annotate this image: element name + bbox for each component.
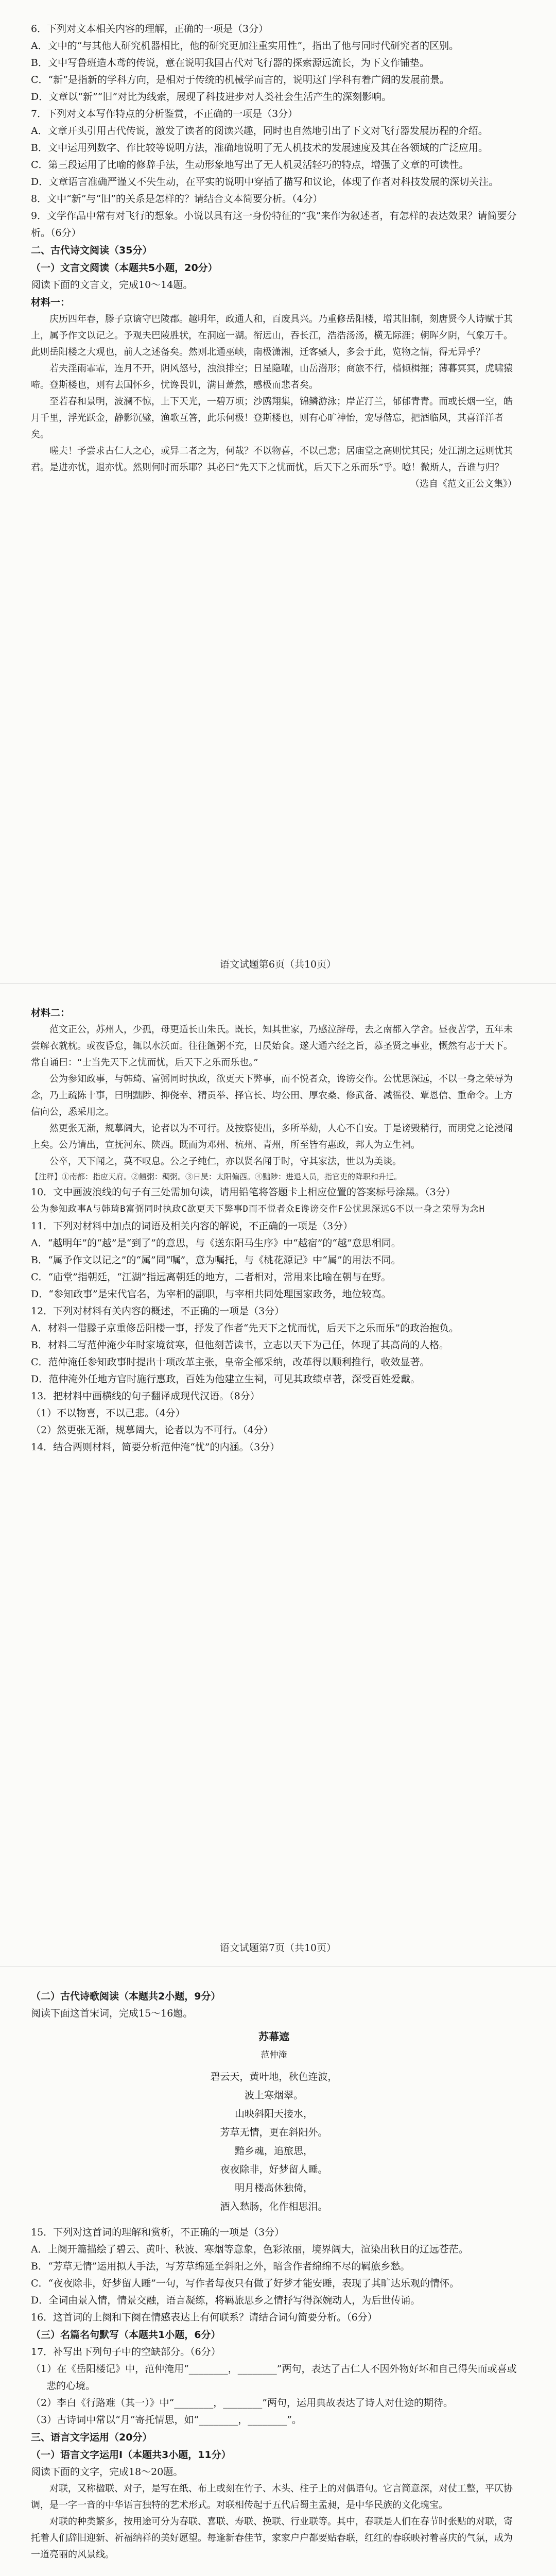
q15-option-b: B．“芳草无情”运用拟人手法，写芳草绵延至斜阳之外，暗含作者绵绵不尽的羁旅乡愁。 <box>31 2261 410 2272</box>
q10-punctuation-line: 公为参知政事A与韩琦B富弼同时执政C欲更天下弊事D而不悦者众E谗谤交作F公忧思深远G不以一身之荣辱为念H <box>31 1204 485 1214</box>
q6-option-c: C．“新”是指新的学科方向，是相对于传统的机械学而言的，说明这门学科有着广阔的发展前景。 <box>31 74 449 86</box>
passage-3-para-1: 对联，又称楹联、对子，是写在纸、布上或刻在竹子、木头、柱子上的对偶语句。它言简意深，对仗工整，平仄协调，是一字一音的中华语言独特的艺术形式。对联相传起于五代后蜀主孟昶，是中华民族的文化瑰宝。 <box>31 2483 513 2511</box>
page-footer: 语文试题第7页（共10页） <box>219 1942 337 1954</box>
q13-item-1: （1）不以物喜，不以己悲。（4分） <box>31 1408 185 1419</box>
passage-1-source: （选自《范文正公文集》） <box>410 479 517 489</box>
q13-item-2: （2）然更张无渐，规摹阔大，论者以为不可行。（4分） <box>31 1425 273 1436</box>
section-3a-intro: 阅读下面的文字，完成18～20题。 <box>31 2466 183 2478</box>
question-12: 12．下列对材料有关内容的概述，不正确的一项是（3分） <box>31 1306 285 1317</box>
question-6: 6．下列对文本相关内容的理解，正确的一项是（3分） <box>31 23 269 35</box>
material-2-label: 材料二： <box>31 1007 71 1019</box>
page-footer: 语文试题第6页（共10页） <box>219 959 337 970</box>
exam-page-6 <box>0 0 556 984</box>
q11-option-d: D．“参知政事”是宋代官名，为宰相的副职，与宰相共同处理国家政务，地位较高。 <box>31 1289 391 1300</box>
q11-option-b: B．“属予作文以记之”的“属”同“嘱”，意为嘱托，与《桃花源记》中“属”的用法不同。 <box>31 1255 401 1266</box>
q15-option-a: A．上阕开篇描绘了碧云、黄叶、秋波、寒烟等意象，色彩浓丽，境界阔大，渲染出秋日的辽远苍茫。 <box>31 2244 468 2255</box>
q12-option-c: C．范仲淹任参知政事时提出十项改革主张，皇帝全部采纳，改革得以顺利推行，收效显著。 <box>31 1357 430 1368</box>
passage-1-para-4: 嗟夫！予尝求古仁人之心，或异二者之为，何哉？不以物喜，不以己悲；居庙堂之高则忧其民；处江湖之远则忧其君。是进亦忧，退亦忧。然则何时而乐耶？其必曰“先天下之忧而忧，后天下之乐而乐”乎。噫！微斯人，吾谁与归？ <box>31 446 513 473</box>
section-2b-heading: （二）古代诗歌阅读（本题共2小题，9分） <box>31 1991 221 2002</box>
question-11: 11．下列对材料中加点的词语及相关内容的解说，不正确的一项是（3分） <box>31 1221 353 1232</box>
section-2-heading: 二、古代诗文阅读（35分） <box>31 245 152 256</box>
poem-title: 苏幕遮 <box>258 2030 289 2043</box>
material-1-label: 材料一： <box>31 297 71 308</box>
q17-item-3: （3）古诗词中常以“月”寄托情思，如“________，________”。 <box>31 2414 302 2426</box>
question-9: 9．文学作品中常有对飞行的想象。小说以具有这一身份特征的“我”来作为叙述者，有怎样的表达效果？请简要分析。（6分） <box>31 210 517 239</box>
poem-line-4: 芳草无情，更在斜阳外。 <box>220 2127 328 2138</box>
passage-1-para-2: 若夫淫雨霏霏，连月不开，阴风怒号，浊浪排空；日星隐曜，山岳潜形；商旅不行，樯倾楫摧；薄暮冥冥，虎啸猿啼。登斯楼也，则有去国怀乡，忧谗畏讥，满目萧然，感极而悲者矣。 <box>31 363 513 391</box>
q11-option-a: A．“越明年”的“越”是“到了”的意思，与《送东阳马生序》中“越宿”的“越”意思相同。 <box>31 1238 401 1249</box>
q15-option-c: C．“夜夜除非，好梦留人睡”一句，写作者每夜只有做了好梦才能安睡，表现了其旷达乐观的情怀。 <box>31 2278 459 2289</box>
question-15: 15．下列对这首词的理解和赏析，不正确的一项是（3分） <box>31 2227 285 2238</box>
poem-line-1: 碧云天，黄叶地，秋色连波， <box>210 2071 338 2082</box>
exam-page-7 <box>0 984 556 1967</box>
question-16: 16．这首词的上阕和下阕在情感表达上有何联系？请结合词句简要分析。（6分） <box>31 2312 377 2323</box>
q12-option-d: D．范仲淹外任地方官时施行惠政，百姓为他建立生祠，可见其政绩卓著，深受百姓爱戴。 <box>31 1374 421 1385</box>
q7-option-d: D．文章语言准确严谨又不失生动，在平实的说明中穿插了描写和议论，体现了作者对科技发展的深切关注。 <box>31 176 499 188</box>
passage-2-para-3: 然更张无渐，规摹阔大，论者以为不可行。及按察使出，多所举劾，人心不自安。于是谤毁稍行，而朋党之论浸闻上矣。公乃请出，宣抚河东、陕西。既而为邓州、杭州、青州，所至皆有惠政，邦人为立生祠。 <box>31 1123 513 1150</box>
q7-option-a: A．文章开头引用古代传说，激发了读者的阅读兴趣，同时也自然地引出了下文对飞行器发展历程的介绍。 <box>31 125 488 137</box>
passage-1-para-3: 至若春和景明，波澜不惊，上下天光，一碧万顷；沙鸥翔集，锦鳞游泳；岸芷汀兰，郁郁青青。而或长烟一空，皓月千里，浮光跃金，静影沉璧，渔歌互答，此乐何极！登斯楼也，则有心旷神怡，宠辱偕忘，把酒临风，其喜洋洋者矣。 <box>31 396 513 440</box>
question-7: 7．下列对文本写作特点的分析鉴赏，不正确的一项是（3分） <box>31 108 298 120</box>
passage-2-para-2: 公为参知政事，与韩琦、富弼同时执政，欲更天下弊事，而不悦者众，谗谤交作。公忧思深远，不以一身之荣辱为念，乃上疏陈十事，曰明黜陟、抑侥幸、精贡举、择官长、均公田、厚农桑、修武备、减徭役、覃恩信、重命令。上方信向公，悉采用之。 <box>31 1074 513 1117</box>
poem-line-2: 波上寒烟翠。 <box>244 2090 303 2101</box>
q11-option-c: C．“庙堂”指朝廷，“江湖”指远离朝廷的地方，二者相对，常用来比喻在朝与在野。 <box>31 1272 391 1283</box>
section-2b-intro: 阅读下面这首宋词，完成15～16题。 <box>31 2008 193 2019</box>
section-3a-heading: （一）语言文字运用Ⅰ（本题共3小题，11分） <box>31 2449 231 2461</box>
question-10: 10．文中画波浪线的句子有三处需加句读，请用铅笔将答题卡上相应位置的答案标号涂黑。（3分） <box>31 1187 456 1198</box>
passage-3-para-2: 对联的种类繁多，按用途可分为春联、喜联、寿联、挽联、行业联等。其中，春联是人们在春节时张贴的对联，寄托着人们辞旧迎新、祈福纳祥的美好愿望。每逢新春佳节，家家户户都要贴春联，红红的春联映衬着喜庆的气氛，成为一道亮丽的风景线。 <box>31 2516 513 2560</box>
poem-line-5: 黯乡魂，追旅思， <box>234 2145 313 2157</box>
section-2a-heading: （一）文言文阅读（本题共5小题，20分） <box>31 262 218 274</box>
q6-option-d: D．文章以“新”“旧”对比为线索，展现了科技进步对人类社会生活产生的深刻影响。 <box>31 91 392 103</box>
q6-option-b: B．文中写鲁班造木鸢的传说，意在说明我国古代对飞行器的探索源远流长，为下文作铺垫。 <box>31 57 429 69</box>
poem-line-7: 明月楼高休独倚， <box>234 2182 313 2194</box>
passage-1-para-1: 庆历四年春，滕子京谪守巴陵郡。越明年，政通人和，百废具兴。乃重修岳阳楼，增其旧制，刻唐贤今人诗赋于其上，属予作文以记之。予观夫巴陵胜状，在洞庭一湖。衔远山，吞长江，浩浩汤汤，横无际涯；朝晖夕阴，气象万千。此则岳阳楼之大观也，前人之述备矣。然则北通巫峡，南极潇湘，迁客骚人，多会于此，览物之情，得无异乎？ <box>31 314 513 358</box>
poem-line-6: 夜夜除非，好梦留人睡。 <box>220 2164 328 2175</box>
q12-option-a: A．材料一借滕子京重修岳阳楼一事，抒发了作者“先天下之忧而忧，后天下之乐而乐”的政治抱负。 <box>31 1323 459 1334</box>
poem-block <box>31 2027 517 2216</box>
section-2c-heading: （三）名篇名句默写（本题共1小题，6分） <box>31 2329 221 2341</box>
passage-2-para-4: 公卒，天下闻之，莫不叹息。公之子纯仁，亦以贤名闻于时，守其家法，世以为美谈。 <box>49 1156 402 1167</box>
annotation-note: 【注释】①南都：指应天府。②饘粥：稠粥。③日昃：太阳偏西。④黜陟：进退人员，指官吏的降职和升迁。 <box>31 1172 402 1181</box>
question-8: 8．文中“新”与“旧”的关系是怎样的？请结合文本简要分析。（4分） <box>31 193 323 205</box>
passage-2-para-1: 范文正公，苏州人，少孤，母更适长山朱氏。既长，知其世家，乃感泣辞母，去之南都入学舍。昼夜苦学，五年未尝解衣就枕。或夜昏怠，辄以水沃面。往往饘粥不充，日昃始食。遂大通六经之旨，慕圣贤之事业，慨然有志于天下。常自诵曰：“士当先天下之忧而忧，后天下之乐而乐也。” <box>31 1024 513 1068</box>
exam-page-8 <box>0 1967 556 2576</box>
poem-line-8: 酒入愁肠，化作相思泪。 <box>220 2201 328 2212</box>
poem-author: 范仲淹 <box>260 2050 287 2060</box>
section-2a-intro: 阅读下面的文言文，完成10～14题。 <box>31 279 193 291</box>
q12-option-b: B．材料二写范仲淹少年时家境贫寒，但他刻苦读书，立志以天下为己任，体现了其高尚的人格。 <box>31 1340 449 1351</box>
q7-option-c: C．第三段运用了比喻的修辞手法，生动形象地写出了无人机灵活轻巧的特点，增强了文章的可读性。 <box>31 159 469 171</box>
question-13: 13．把材料中画横线的句子翻译成现代汉语。（8分） <box>31 1391 260 1402</box>
q17-item-2: （2）李白《行路难（其一）》中“________，________”两句，运用典故表达了诗人对仕途的期待。 <box>31 2397 454 2409</box>
q17-item-1: （1）在《岳阳楼记》中，范仲淹用“________，________”两句，表达了古仁人不因外物好坏和自己得失而或喜或悲的心境。 <box>31 2363 517 2392</box>
q7-option-b: B．文中运用列数字、作比较等说明方法，准确地说明了无人机技术的发展速度及其在各领域的广泛应用。 <box>31 142 488 154</box>
question-17: 17．补写出下列句子中的空缺部分。（6分） <box>31 2346 221 2358</box>
q15-option-d: D．全词由景入情，情景交融，语言凝练，将羁旅思乡之情抒写得深婉动人，为后世传诵。 <box>31 2295 421 2306</box>
poem-line-3: 山映斜阳天接水， <box>234 2108 313 2120</box>
question-14: 14．结合两则材料，简要分析范仲淹“忧”的内涵。（3分） <box>31 1442 280 1453</box>
section-3-heading: 三、语言文字运用（20分） <box>31 2432 152 2443</box>
q6-option-a: A．文中的“与其他人研究机器相比，他的研究更加注重实用性”，指出了他与同时代研究者的区别。 <box>31 40 459 52</box>
